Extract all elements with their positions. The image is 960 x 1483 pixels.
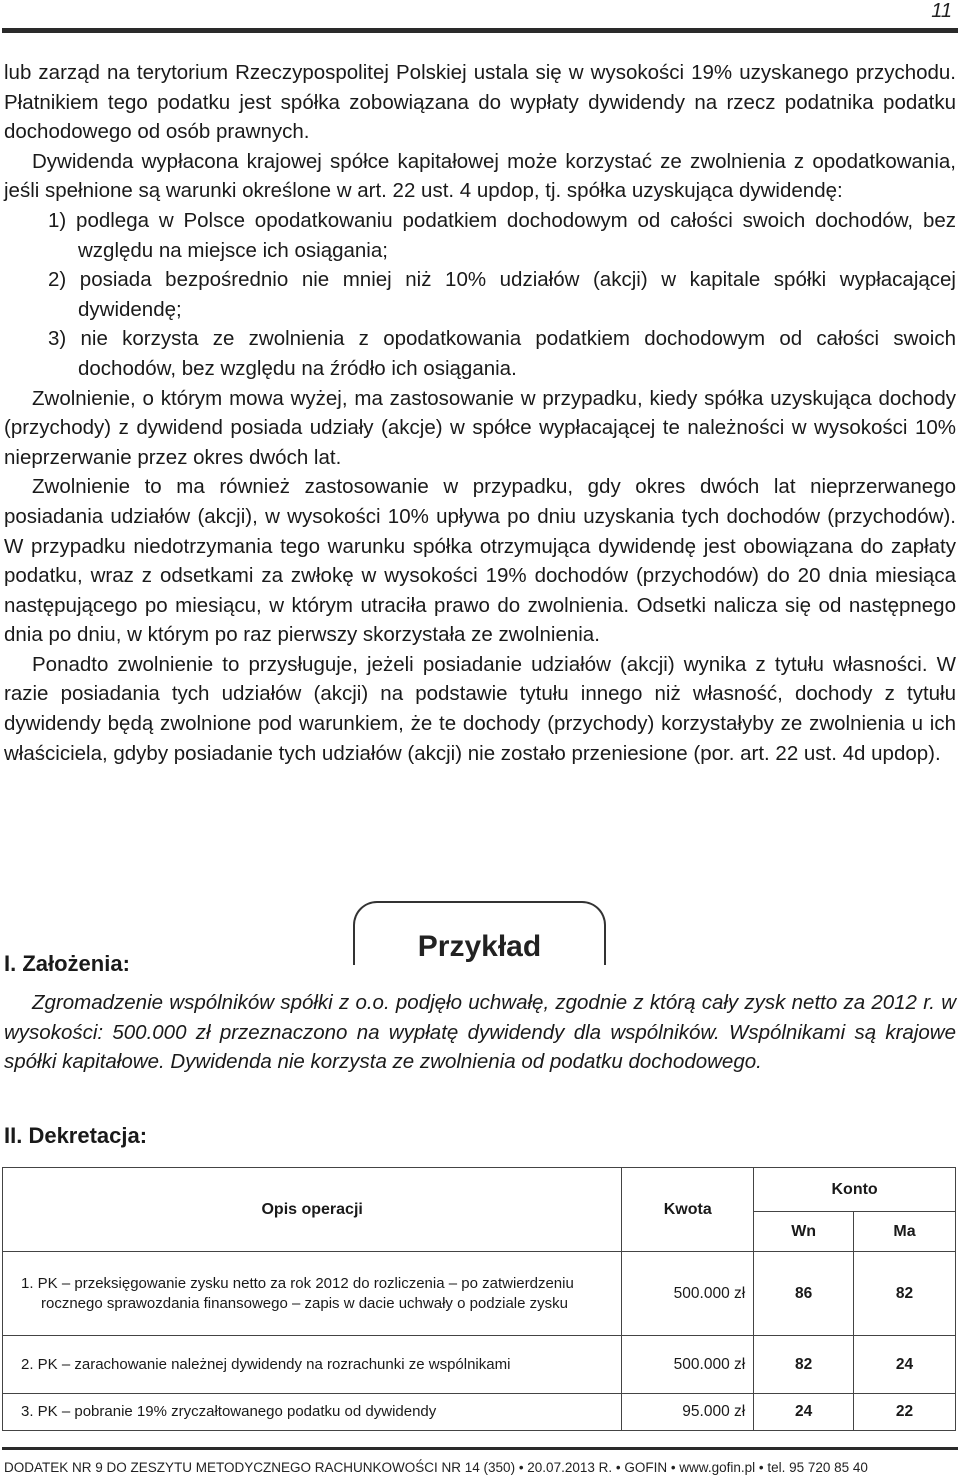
body-text <box>4 58 956 768</box>
table-header-row <box>3 1168 956 1212</box>
paragraph-continuation: lub zarząd na terytorium Rzeczypospolitej Polskiej ustala się w wysokości 19% uzyskanego przychodu. Płatnikiem tego podatku jest spółka zobowiązana do wypłaty dywidendy na rzecz podatnika podatku dochodowego od osób prawnych. <box>4 61 956 144</box>
bottom-rule <box>2 1447 958 1450</box>
paragraph-dividend-exemption: Dywidenda wypłacona krajowej spółce kapitałowej może korzystać ze zwolnienia z opodatkowania, jeśli spełnione są warunki określone w art. 22 ust. 4 updop, tj. spółka uzyskująca dywidendę: <box>4 149 956 203</box>
condition-item: 3) nie korzysta ze zwolnienia z opodatkowania podatkiem dochodowym od całości swoich dochodów, bez względu na źródło ich osiągania. <box>48 327 956 380</box>
header-amount: Kwota <box>622 1168 754 1252</box>
decree-heading: II. Dekretacja: <box>4 1123 148 1148</box>
row-description: 3. PK – pobranie 19% zryczałtowanego podatku od dywidendy <box>3 1394 622 1431</box>
table-row <box>3 1252 956 1336</box>
assumptions-text: Zgromadzenie wspólników spółki z o.o. podjęło uchwałę, zgodnie z którą cały zysk netto za 2012 r. w wysokości: 500.000 zł przeznaczono na wypłatę dywidendy dla wspólników. Wspólnikami są krajowe spółki kapitałowe. Dywidenda nie korzysta ze zwolnienia od podatku dochodowego. <box>4 991 956 1074</box>
condition-item: 2) posiada bezpośrednio nie mniej niż 10% udziałów (akcji) w kapitale spółki wypłacającej dywidendę; <box>48 268 956 321</box>
row-description: 2. PK – zarachowanie należnej dywidendy na rozrachunki ze wspólnikami <box>3 1336 622 1394</box>
page-number: 11 <box>931 0 952 22</box>
row-debit: 24 <box>754 1394 854 1431</box>
row-debit: 82 <box>754 1336 854 1394</box>
assumptions-heading: I. Założenia: <box>4 951 130 976</box>
row-amount: 500.000 zł <box>622 1252 754 1336</box>
decree-table <box>2 1167 956 1431</box>
table-row <box>3 1336 956 1394</box>
header-debit: Wn <box>754 1212 854 1252</box>
top-rule <box>2 28 958 33</box>
row-debit: 86 <box>754 1252 854 1336</box>
header-credit: Ma <box>854 1212 956 1252</box>
row-amount: 500.000 zł <box>622 1336 754 1394</box>
condition-item: 1) podlega w Polsce opodatkowaniu podatkiem dochodowym od całości swoich dochodów, bez względu na miejsce ich osiągania; <box>48 208 956 262</box>
row-credit: 82 <box>854 1252 956 1336</box>
row-description: 1. PK – przeksięgowanie zysku netto za rok 2012 do rozliczenia – po zatwierdzeniu rocznego sprawozdania finansowego – zapis w dacie uchwały o podziale zysku <box>3 1252 622 1336</box>
footer: DODATEK NR 9 DO ZESZYTU METODYCZNEGO RACHUNKOWOŚCI NR 14 (350) • 20.07.2013 R. • GOFIN • www.gofin.pl • tel. 95 720 85 40 <box>4 1460 868 1475</box>
row-credit: 24 <box>854 1336 956 1394</box>
row-amount: 95.000 zł <box>622 1394 754 1431</box>
table-row <box>3 1394 956 1431</box>
conditions-list <box>4 206 956 384</box>
paragraph-exemption-two-years: Zwolnienie, o którym mowa wyżej, ma zastosowanie w przypadku, kiedy spółka uzyskująca dochody (przychody) z dywidend posiada udziały (akcje) w spółce wypłacającej te należności w wysokości 10% nieprzerwanie przez okres dwóch lat. <box>4 386 956 469</box>
paragraph-exemption-period: Zwolnienie to ma również zastosowanie w przypadku, gdy okres dwóch lat nieprzerwanego posiadania udziałów (akcji), w wysokości 10% upływa po dniu uzyskania tych dochodów (przychodów). W przypadku niedotrzymania tego warunku spółka otrzymująca dywidendę jest obowiązana do zapłaty podatku, wraz z odsetkami za zwłokę w wysokości 19% dochodów (przychodów) do 20 dnia miesiąca następującego po miesiącu, w którym utraciła prawo do zwolnienia. Odsetki nalicza się od następnego dnia po dniu, w którym po raz pierwszy skorzystała ze zwolnienia. <box>4 475 956 647</box>
header-description: Opis operacji <box>3 1168 622 1252</box>
example-title-box <box>353 901 606 965</box>
example-title: Przykład <box>417 930 542 963</box>
header-account: Konto <box>754 1168 956 1212</box>
paragraph-ownership: Ponadto zwolnienie to przysługuje, jeżeli posiadanie udziałów (akcji) wynika z tytułu własności. W razie posiadania tych udziałów (akcji) na podstawie tytułu innego niż własność, dochody z tytułu dywidendy będą zwolnione pod warunkiem, że te dochody (przychody) korzystałyby ze zwolnienia u ich właściciela, gdyby posiadanie tych udziałów (akcji) nie zostało przeniesione (por. art. 22 ust. 4d updop). <box>4 652 956 765</box>
row-credit: 22 <box>854 1394 956 1431</box>
